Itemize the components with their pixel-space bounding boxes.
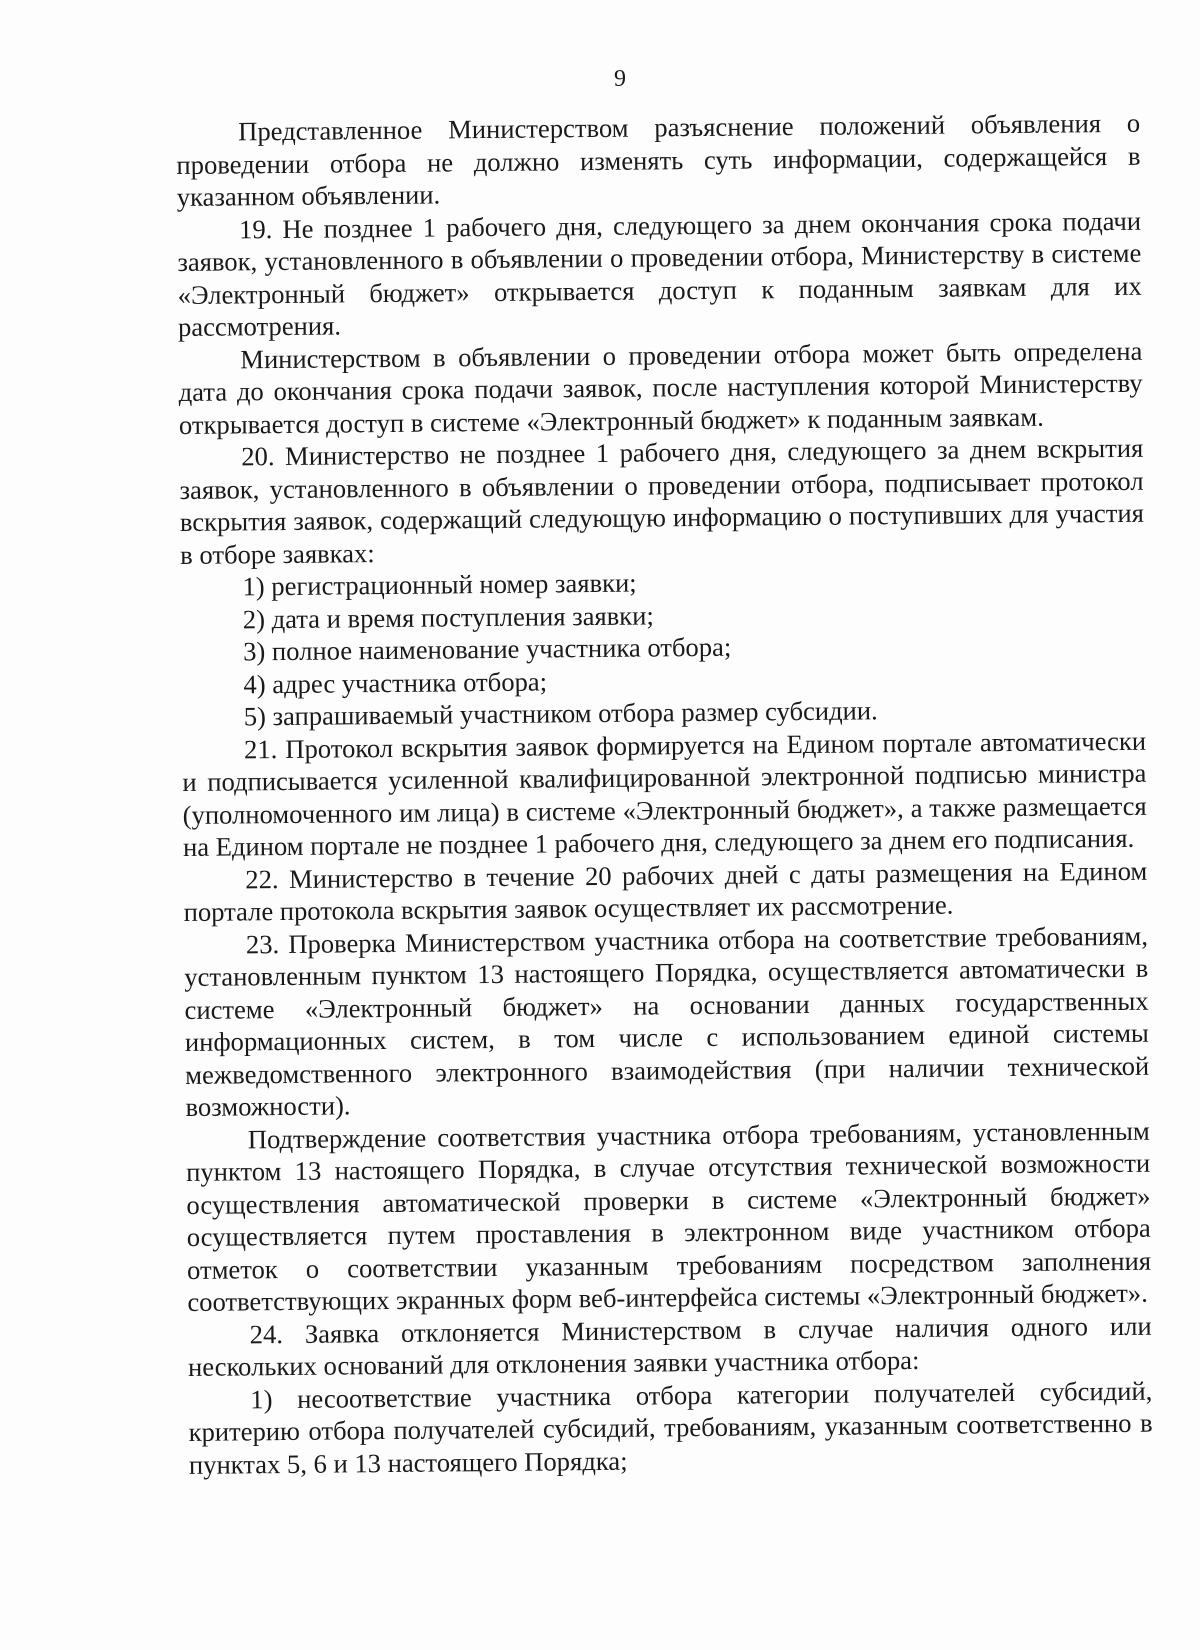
paragraph-21: 21. Протокол вскрытия заявок формируется на Едином портале автоматически и подписывается усиленной квалифицированной электронной подписью министра (уполномоченного им лица) в системе «Электронный бюджет», а также размещается на Едином портале не позднее 1 рабочего дня, следующего за днем его подписания. [182,725,1147,862]
paragraph-19: 19. Не позднее 1 рабочего дня, следующего за днем окончания срока подачи заявок, установленного в объявлении о проведении отбора, Министерству в системе «Электронный бюджет» открывается доступ к поданным заявкам для их рассмотрения. [177,205,1142,342]
page-number: 9 [614,66,626,92]
list-item-full-name: 3) полное наименование участника отбора; [242,631,732,667]
paragraph-23: 23. Проверка Министерством участника отбора на соответствие требованиям, установленным пунктом 13 настоящего Порядка, осуществляется автоматически в системе «Электронный бюджет» на основании данных государственных информационных систем, в том числе с использованием единой системы межведомственного электронного взаимодействия (при наличии технической возможности). [184,920,1150,1122]
list-item-date-time: 2) дата и время поступления заявки; [242,599,654,634]
list-item-subsidy-amount: 5) запрашиваемый участником отбора размер субсидии. [243,695,878,732]
paragraph-20: 20. Министерство не позднее 1 рабочего дня, следующего за днем вскрытия заявок, установленного в объявлении о проведении отбора, подписывает протокол вскрытия заявок, содержащий следующую информацию о поступивших для участия в отборе заявках: [179,432,1144,570]
paragraph-24-item-1: 1) несоответствие участника отбора категории получателей субсидий, критерию отбора получателей субсидий, требованиям, указанным соответственно в пунктах 5, 6 и 13 настоящего Порядка; [188,1375,1153,1480]
list-item-registration-number: 1) регистрационный номер заявки; [242,567,637,602]
paragraph-clarification: Представленное Министерством разъяснение положений объявления о проведении отбора не должно изменять суть информации, содержащейся в указанном объявлении. [176,107,1141,212]
paragraph-23-confirmation: Подтверждение соответствия участника отбора требованиям, установленным пунктом 13 настоящего Порядка, в случае отсутствия технической возможности осуществления автоматической проверки в системе «Электронный бюджет» осуществляется путем проставления в электронном виде участником отбора отметок о соответствии указанным требованиям посредством заполнения соответствующих экранных форм веб-интерфейса системы «Электронный бюджет». [185,1115,1152,1317]
list-item-address: 4) адрес участника отбора; [243,665,548,699]
paragraph-19-date: Министерством в объявлении о проведении отбора может быть определена дата до окончания срока подачи заявок, после наступления которой Министерству открывается доступ в системе «Электронный бюджет» к поданным заявкам. [178,335,1143,440]
paragraph-22: 22. Министерство в течение 20 рабочих дней с даты размещения на Едином портале протокола вскрытия заявок осуществляет их рассмотрение. [183,855,1148,927]
paragraph-24: 24. Заявка отклоняется Министерством в случае наличия одного или нескольких оснований для отклонения заявки участника отбора: [187,1310,1152,1382]
document-body [176,107,1153,1481]
